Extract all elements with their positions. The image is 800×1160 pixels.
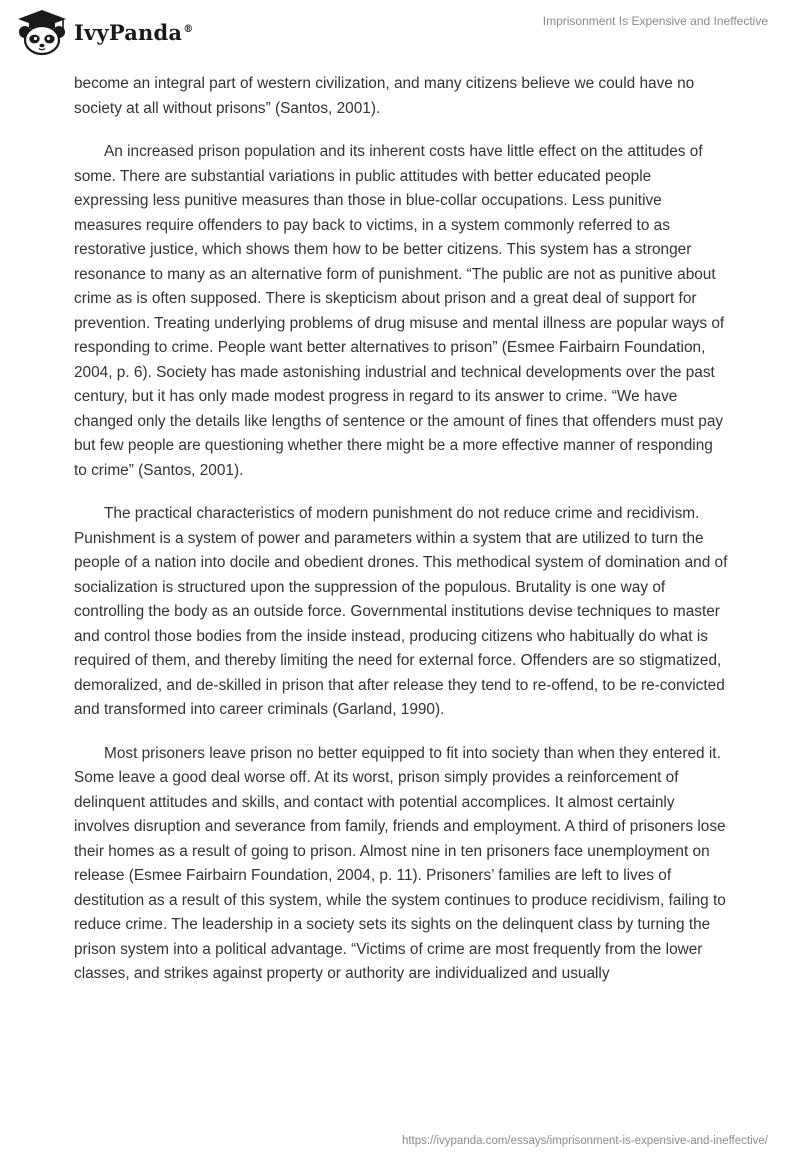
registered-mark: ® — [183, 23, 194, 35]
paragraph: An increased prison population and its inherent costs have little effect on the attitudes of some. There are substantial variations in public attitudes with better educated people expressing less punitive measures than those in blue-collar occupations. Less punitive measures require offenders to pay back to victims, in a system commonly referred to as restorative justice, which shows them how to be better citizens. This system has a stronger resonance to many as an alternative form of punishment. “The public are not as punitive about crime as is often supposed. There is skepticism about prison and a great deal of support for prevention. Treating underlying problems of drug misuse and mental illness are popular ways of responding to crime. People want better alternatives to prison” (Esmee Fairbairn Foundation, 2004, p. 6). Society has made astonishing industrial and technical developments over the past century, but it has only made modest progress in regard to its answer to crime. “We have changed only the details like lengths of sentence or the amount of fines that offenders must pay but few people are questioning whether there might be a more effective manner of responding to crime” (Santos, 2001). — [74, 143, 725, 479]
page-header — [0, 0, 800, 70]
ivypanda-logo[interactable] — [14, 8, 193, 56]
essay-body — [74, 72, 728, 1006]
paragraph: Most prisoners leave prison no better equipped to fit into society than when they entered it. Some leave a good deal worse off. At its worst, prison simply provides a reinforcement of delinquent attitudes and skills, and contact with potential accomplices. It almost certainly involves disruption and severance from family, friends and employment. A third of prisoners lose their homes as a result of going to prison. Almost nine in ten prisoners face unemployment on release (Esmee Fairbairn Foundation, 2004, p. 11). Prisoners’ families are left to lives of destitution as a result of this system, while the system continues to produce recidivism, failing to reduce crime. The leadership in a society sets its sights on the delinquent class by turning the prison system into a political advantage. “Victims of crime are most frequently from the lower classes, and strikes against property or authority are individualized and usually — [74, 744, 726, 982]
paragraph: The practical characteristics of modern punishment do not reduce crime and recidivism. Punishment is a system of power and parameters within a system that are utilized to turn the people of a nation into docile and obedient drones. This methodical system of domination and of socialization is structured upon the suppression of the populous. Brutality is one way of controlling the body as an outside force. Governmental institutions devise techniques to master and control those bodies from the inside instead, producing citizens who habitually do what is required of them, and thereby limiting the need for external force. Offenders are so stigmatized, demoralized, and de-skilled in prison that after release they tend to re-offend, to be re-convicted and transformed into career criminals (Garland, 1990). — [74, 505, 728, 718]
brand-name — [74, 20, 193, 45]
panda-graduation-cap-icon — [14, 8, 70, 56]
brand-name-text: IvyPanda — [74, 19, 183, 45]
document-title: Imprisonment Is Expensive and Ineffective — [542, 14, 768, 28]
source-url-link[interactable]: https://ivypanda.com/essays/imprisonment-is-expensive-and-ineffective/ — [401, 1135, 768, 1147]
paragraph: become an integral part of western civilization, and many citizens believe we could have no society at all without prisons” (Santos, 2001). — [74, 75, 695, 117]
